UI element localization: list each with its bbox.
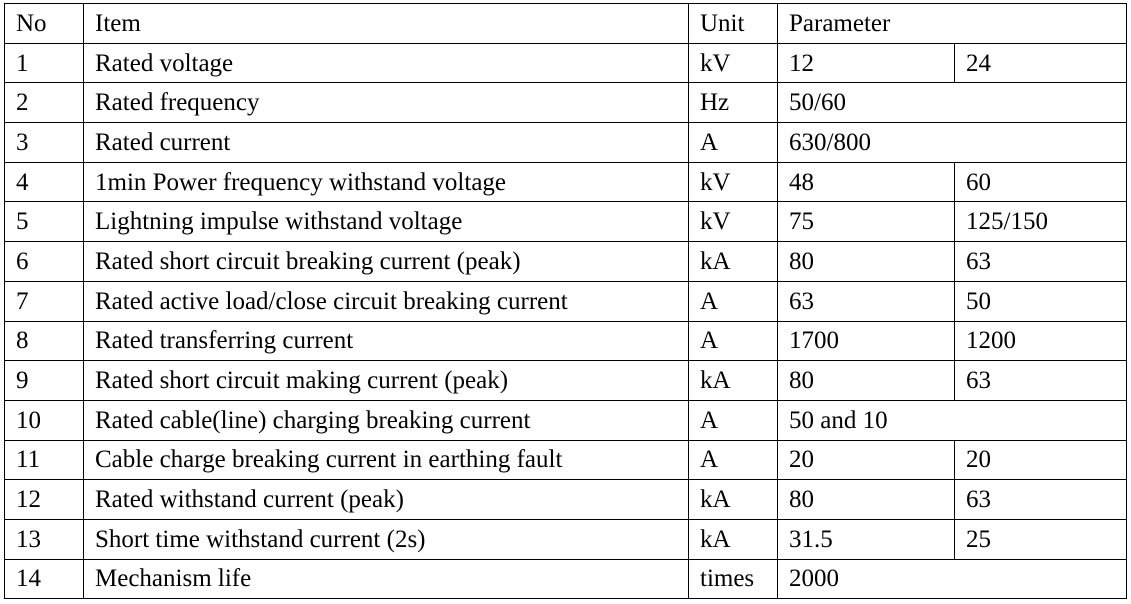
row-no: 11 bbox=[5, 440, 84, 480]
row-param: 630/800 bbox=[778, 123, 1127, 163]
row-item: Short time withstand current (2s) bbox=[84, 519, 689, 559]
row-param-1: 80 bbox=[778, 242, 955, 282]
table-row bbox=[5, 123, 1127, 163]
row-param-2: 63 bbox=[955, 242, 1127, 282]
row-param-2: 50 bbox=[955, 281, 1127, 321]
row-no: 10 bbox=[5, 400, 84, 440]
row-unit: kV bbox=[689, 43, 778, 83]
row-no: 9 bbox=[5, 361, 84, 401]
row-no: 5 bbox=[5, 202, 84, 242]
row-no: 7 bbox=[5, 281, 84, 321]
table-row bbox=[5, 43, 1127, 83]
row-unit: kA bbox=[689, 480, 778, 520]
row-param-1: 80 bbox=[778, 480, 955, 520]
row-unit: times bbox=[689, 559, 778, 599]
row-unit: kV bbox=[689, 162, 778, 202]
header-row bbox=[5, 4, 1127, 44]
row-unit: A bbox=[689, 281, 778, 321]
row-item: Mechanism life bbox=[84, 559, 689, 599]
row-param-2: 63 bbox=[955, 361, 1127, 401]
row-param-2: 24 bbox=[955, 43, 1127, 83]
table-row bbox=[5, 480, 1127, 520]
row-item: Rated active load/close circuit breaking current bbox=[84, 281, 689, 321]
row-no: 13 bbox=[5, 519, 84, 559]
row-param-1: 20 bbox=[778, 440, 955, 480]
row-param-1: 75 bbox=[778, 202, 955, 242]
table-row bbox=[5, 83, 1127, 123]
row-unit: kA bbox=[689, 519, 778, 559]
row-param-2: 25 bbox=[955, 519, 1127, 559]
table-row bbox=[5, 162, 1127, 202]
row-param-1: 12 bbox=[778, 43, 955, 83]
row-item: Rated voltage bbox=[84, 43, 689, 83]
parameter-table bbox=[4, 3, 1127, 599]
row-param-2: 60 bbox=[955, 162, 1127, 202]
row-no: 6 bbox=[5, 242, 84, 282]
row-param-1: 31.5 bbox=[778, 519, 955, 559]
row-item: Rated current bbox=[84, 123, 689, 163]
row-item: Rated frequency bbox=[84, 83, 689, 123]
row-param: 50/60 bbox=[778, 83, 1127, 123]
row-unit: A bbox=[689, 321, 778, 361]
header-item: Item bbox=[84, 4, 689, 44]
row-no: 2 bbox=[5, 83, 84, 123]
table-row bbox=[5, 440, 1127, 480]
row-item: Cable charge breaking current in earthing fault bbox=[84, 440, 689, 480]
row-param: 50 and 10 bbox=[778, 400, 1127, 440]
table-row bbox=[5, 519, 1127, 559]
row-param-2: 125/150 bbox=[955, 202, 1127, 242]
row-item: Rated short circuit breaking current (peak) bbox=[84, 242, 689, 282]
table-row bbox=[5, 242, 1127, 282]
row-item: Rated cable(line) charging breaking current bbox=[84, 400, 689, 440]
row-param-2: 63 bbox=[955, 480, 1127, 520]
table-row bbox=[5, 321, 1127, 361]
row-param-1: 1700 bbox=[778, 321, 955, 361]
row-no: 12 bbox=[5, 480, 84, 520]
row-unit: kA bbox=[689, 242, 778, 282]
row-unit: A bbox=[689, 400, 778, 440]
header-unit: Unit bbox=[689, 4, 778, 44]
table-row bbox=[5, 202, 1127, 242]
row-unit: A bbox=[689, 123, 778, 163]
row-param: 2000 bbox=[778, 559, 1127, 599]
table-row bbox=[5, 281, 1127, 321]
row-item: 1min Power frequency withstand voltage bbox=[84, 162, 689, 202]
table-row bbox=[5, 559, 1127, 599]
row-item: Rated transferring current bbox=[84, 321, 689, 361]
row-item: Rated withstand current (peak) bbox=[84, 480, 689, 520]
row-param-1: 48 bbox=[778, 162, 955, 202]
row-item: Rated short circuit making current (peak) bbox=[84, 361, 689, 401]
row-no: 3 bbox=[5, 123, 84, 163]
row-param-2: 1200 bbox=[955, 321, 1127, 361]
table-row bbox=[5, 400, 1127, 440]
row-no: 1 bbox=[5, 43, 84, 83]
row-unit: Hz bbox=[689, 83, 778, 123]
row-unit: A bbox=[689, 440, 778, 480]
row-unit: kA bbox=[689, 361, 778, 401]
row-item: Lightning impulse withstand voltage bbox=[84, 202, 689, 242]
header-parameter: Parameter bbox=[778, 4, 1127, 44]
row-no: 4 bbox=[5, 162, 84, 202]
row-no: 14 bbox=[5, 559, 84, 599]
header-no: No bbox=[5, 4, 84, 44]
table-row bbox=[5, 361, 1127, 401]
row-param-2: 20 bbox=[955, 440, 1127, 480]
row-param-1: 63 bbox=[778, 281, 955, 321]
row-unit: kV bbox=[689, 202, 778, 242]
row-no: 8 bbox=[5, 321, 84, 361]
row-param-1: 80 bbox=[778, 361, 955, 401]
